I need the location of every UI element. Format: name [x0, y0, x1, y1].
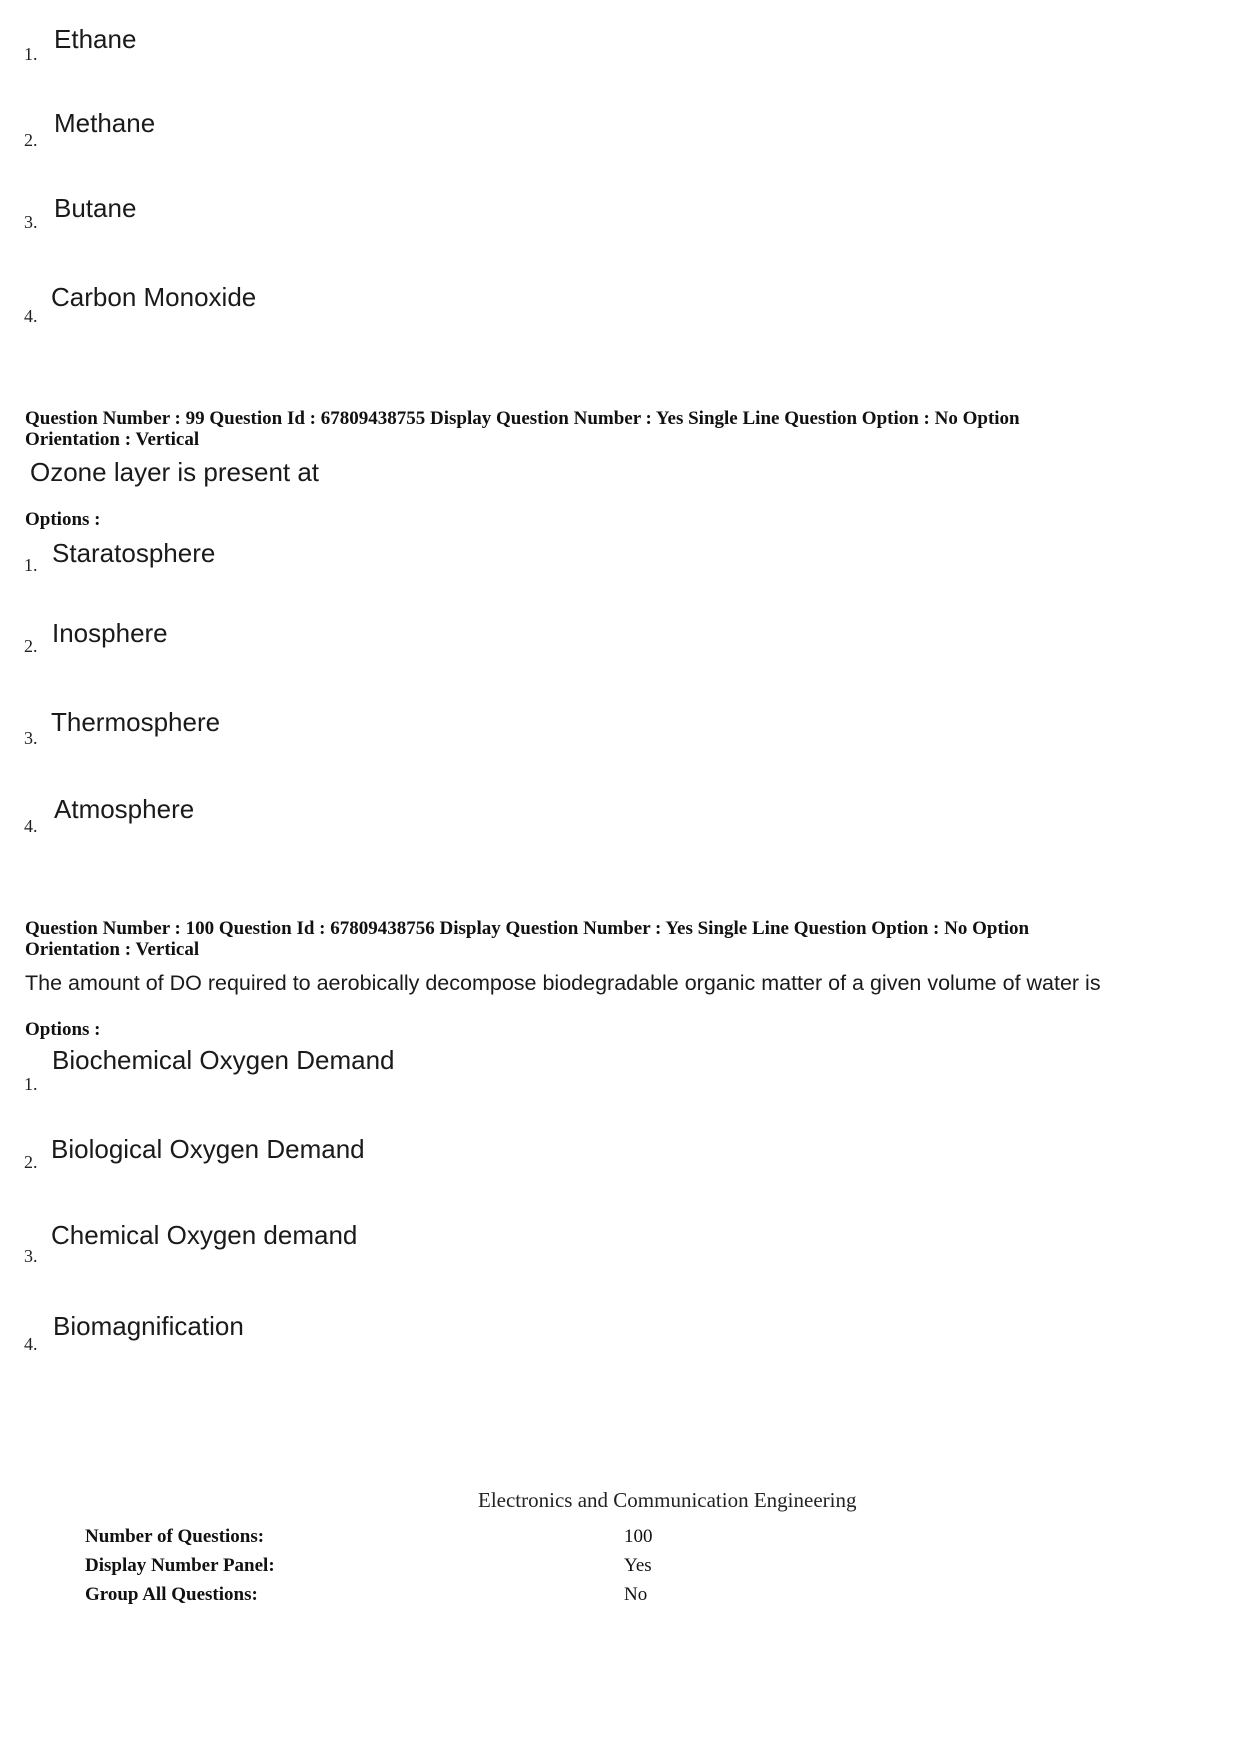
option-text: Ethane [54, 24, 137, 54]
option-number: 1. [24, 1074, 38, 1094]
summary-label: Display Number Panel: [85, 1555, 275, 1576]
summary-label: Group All Questions: [85, 1584, 258, 1605]
options-label: Options : [25, 1019, 101, 1040]
option-text: Methane [54, 108, 156, 138]
option-text: Butane [54, 193, 137, 223]
option-number: 2. [24, 1152, 38, 1172]
option-text: Biomagnification [53, 1311, 244, 1341]
summary-value: 100 [624, 1526, 653, 1547]
question-meta-line1: Question Number : 100 Question Id : 67809438756 Display Question Number : Yes Single Line Question Option : No Option [25, 918, 1030, 939]
option-text: Biological Oxygen Demand [51, 1134, 365, 1164]
option-number: 3. [24, 728, 38, 748]
option-number: 3. [24, 212, 38, 232]
option-number: 2. [24, 130, 38, 150]
option-text: Atmosphere [54, 794, 195, 824]
question-text: Ozone layer is present at [30, 457, 320, 487]
option-number: 4. [24, 306, 38, 326]
option-number: 1. [24, 555, 38, 575]
option-text: Chemical Oxygen demand [51, 1220, 358, 1250]
option-number: 1. [24, 44, 38, 64]
option-text: Inosphere [52, 618, 168, 648]
question-text: The amount of DO required to aerobically decompose biodegradable organic matter of a given volume of water is [25, 971, 1101, 995]
option-number: 3. [24, 1246, 38, 1266]
summary-label: Number of Questions: [85, 1526, 265, 1547]
option-number: 4. [24, 816, 38, 836]
question-meta-line2: Orientation : Vertical [25, 429, 200, 450]
question-meta-line2: Orientation : Vertical [25, 939, 200, 960]
option-text: Staratosphere [52, 538, 216, 568]
option-text: Thermosphere [51, 707, 221, 737]
option-number: 2. [24, 636, 38, 656]
question-meta-line1: Question Number : 99 Question Id : 67809438755 Display Question Number : Yes Single Line Question Option : No Option [25, 408, 1020, 429]
option-text: Carbon Monoxide [51, 282, 257, 312]
option-number: 4. [24, 1334, 38, 1354]
summary-value: Yes [624, 1555, 652, 1576]
summary-value: No [624, 1584, 648, 1605]
options-label: Options : [25, 509, 101, 530]
option-text: Biochemical Oxygen Demand [52, 1045, 395, 1075]
section-title: Electronics and Communication Engineering [478, 1488, 857, 1512]
